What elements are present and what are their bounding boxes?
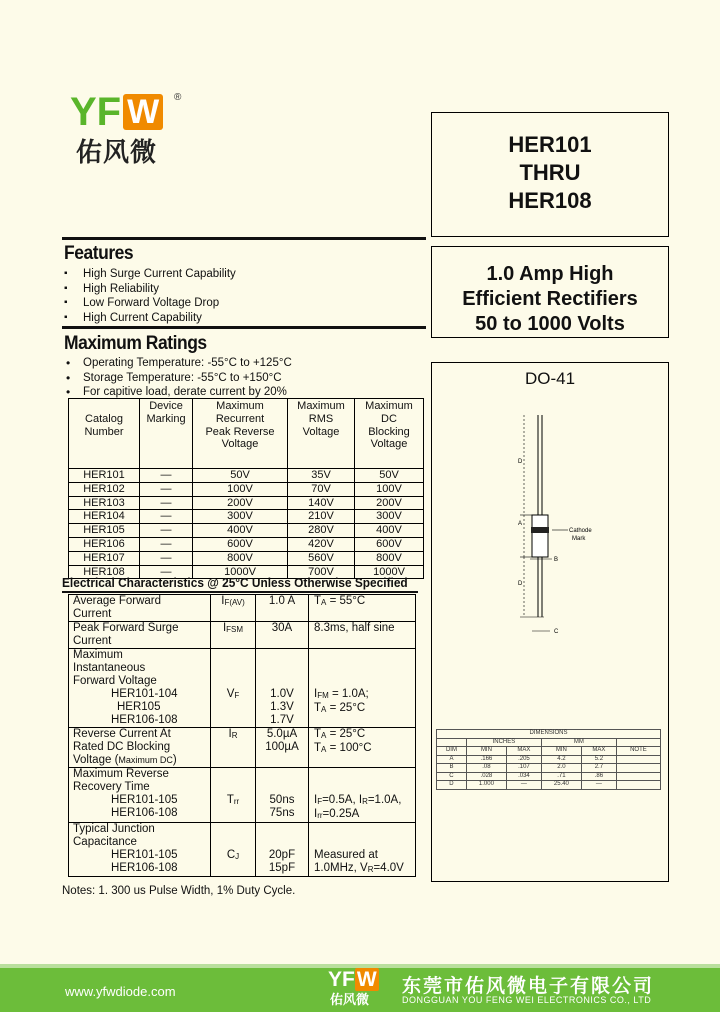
footer-logo: YFW [328, 968, 377, 991]
package-title: DO-41 [524, 369, 576, 388]
package-box [431, 362, 669, 882]
part-line: HER108 [508, 188, 592, 213]
diode-body [532, 515, 548, 557]
ratings-list [62, 356, 292, 400]
cathode-band [531, 527, 549, 533]
dim-row: C .028 .034 .71 .86 [437, 772, 661, 781]
notes: Notes: 1. 300 us Pulse Width, 1% Duty Cycle. [62, 885, 296, 897]
part-line: THRU [519, 160, 581, 185]
list-item: • Storage Temperature: -55°C to +150°C [62, 371, 292, 386]
dim-row: D 1.000 — 25.40 — [437, 781, 661, 790]
part-number-box [431, 112, 669, 237]
dimensions-title: DIMENSIONS [437, 730, 661, 739]
brand-chinese-name: 佑风微 [76, 137, 158, 167]
footer-logo-chinese: 佑风微 [330, 992, 370, 1007]
table-row: HER105 — 400V 280V 400V [69, 524, 424, 538]
label-d-bottom: D [518, 581, 523, 587]
list-item: ▪ High Surge Current Capability [62, 267, 236, 282]
description-line: Efficient Rectifiers [462, 288, 638, 310]
ratings-title: Maximum Ratings [64, 333, 207, 354]
list-item: ▪ High Reliability [62, 282, 236, 297]
list-item: • Operating Temperature: -55°C to +125°C [62, 356, 292, 371]
footer-company-english: DONGGUAN YOU FENG WEI ELECTRONICS CO., LTD [402, 995, 652, 1005]
ratings-header-row: Catalog Number Device Marking Maximum Recurrent Peak Reverse Voltage Maximum RMS Voltage Maximum DC Blocking Voltage [69, 399, 424, 469]
ratings-rule [62, 326, 426, 329]
table-row: HER101 — 50V 35V 50V [69, 469, 424, 483]
features-title: Features [64, 243, 134, 264]
dim-header-row: DIM MIN MAX MIN MAX NOTE [437, 747, 661, 756]
footer-company-chinese: 东莞市佑风微电子有限公司 [402, 976, 655, 997]
table-row: Peak Forward Surge Current IFSM 30A 8.3ms, half sine [69, 622, 416, 649]
features-list [62, 267, 236, 325]
table-row: HER104 — 300V 210V 300V [69, 510, 424, 524]
description-box [431, 246, 669, 338]
description-line: 50 to 1000 Volts [475, 313, 625, 335]
label-c: C [554, 629, 559, 635]
table-row: HER103 — 200V 140V 200V [69, 496, 424, 510]
table-row: HER108 — 1000V 700V 1000V [69, 565, 424, 579]
dim-group-inches: INCHES [466, 738, 541, 747]
description-line: 1.0 Amp High [486, 263, 614, 285]
table-row: Maximum Reverse Recovery Time HER101-105 HER106-108 Trr 50ns 75ns IF=0.5A, IR=1.0A, Irr=0.25A [69, 768, 416, 823]
electrical-rule [62, 591, 418, 593]
registered-mark: ® [174, 92, 182, 103]
table-row: HER106 — 600V 420V 600V [69, 537, 424, 551]
label-d-top: D [518, 459, 523, 465]
list-item: ▪ High Current Capability [62, 311, 236, 326]
table-row: Reverse Current At Rated DC Blocking Voltage (Maximum DC) IR 5.0µA 100µA TA = 25°C TA = 100°C [69, 728, 416, 768]
brand-logo: YF W [70, 92, 163, 132]
ratings-table [68, 398, 424, 579]
dim-group-mm: MM [541, 738, 616, 747]
label-cathode: Cathode [569, 528, 592, 534]
part-line: HER101 [508, 132, 592, 157]
list-item: • For capitive load, derate current by 20% [62, 385, 292, 400]
table-row: HER107 — 800V 560V 800V [69, 551, 424, 565]
dim-row: A .166 .205 4.2 5.2 [437, 755, 661, 764]
dimensions-table [436, 729, 661, 790]
table-row: Average Forward Current IF(AV) 1.0 A TA = 55°C [69, 595, 416, 622]
dim-row: B .08 .107 2.0 2.7 [437, 764, 661, 773]
list-item: ▪ Low Forward Voltage Drop [62, 296, 236, 311]
table-row: Maximum Instantaneous Forward Voltage HER101-104 HER105 HER106-108 VF 1.0V 1.3V 1.7V IFM = 1.0A; TA = 25°C [69, 649, 416, 728]
electrical-table [68, 594, 416, 877]
footer-website-link[interactable]: www.yfwdiode.com [65, 984, 176, 999]
label-b: B [554, 557, 559, 563]
features-rule [62, 237, 426, 240]
electrical-title: Electrical Characteristics @ 25°C Unless Otherwise Specified [62, 576, 408, 590]
do41-package-drawing [432, 403, 668, 703]
label-a: A [518, 521, 523, 527]
table-row: HER102 — 100V 70V 100V [69, 482, 424, 496]
label-mark: Mark [572, 536, 586, 542]
table-row: Typical Junction Capacitance HER101-105 HER106-108 CJ 20pF 15pF Measured at 1.0MHz, VR=4.0V [69, 823, 416, 877]
